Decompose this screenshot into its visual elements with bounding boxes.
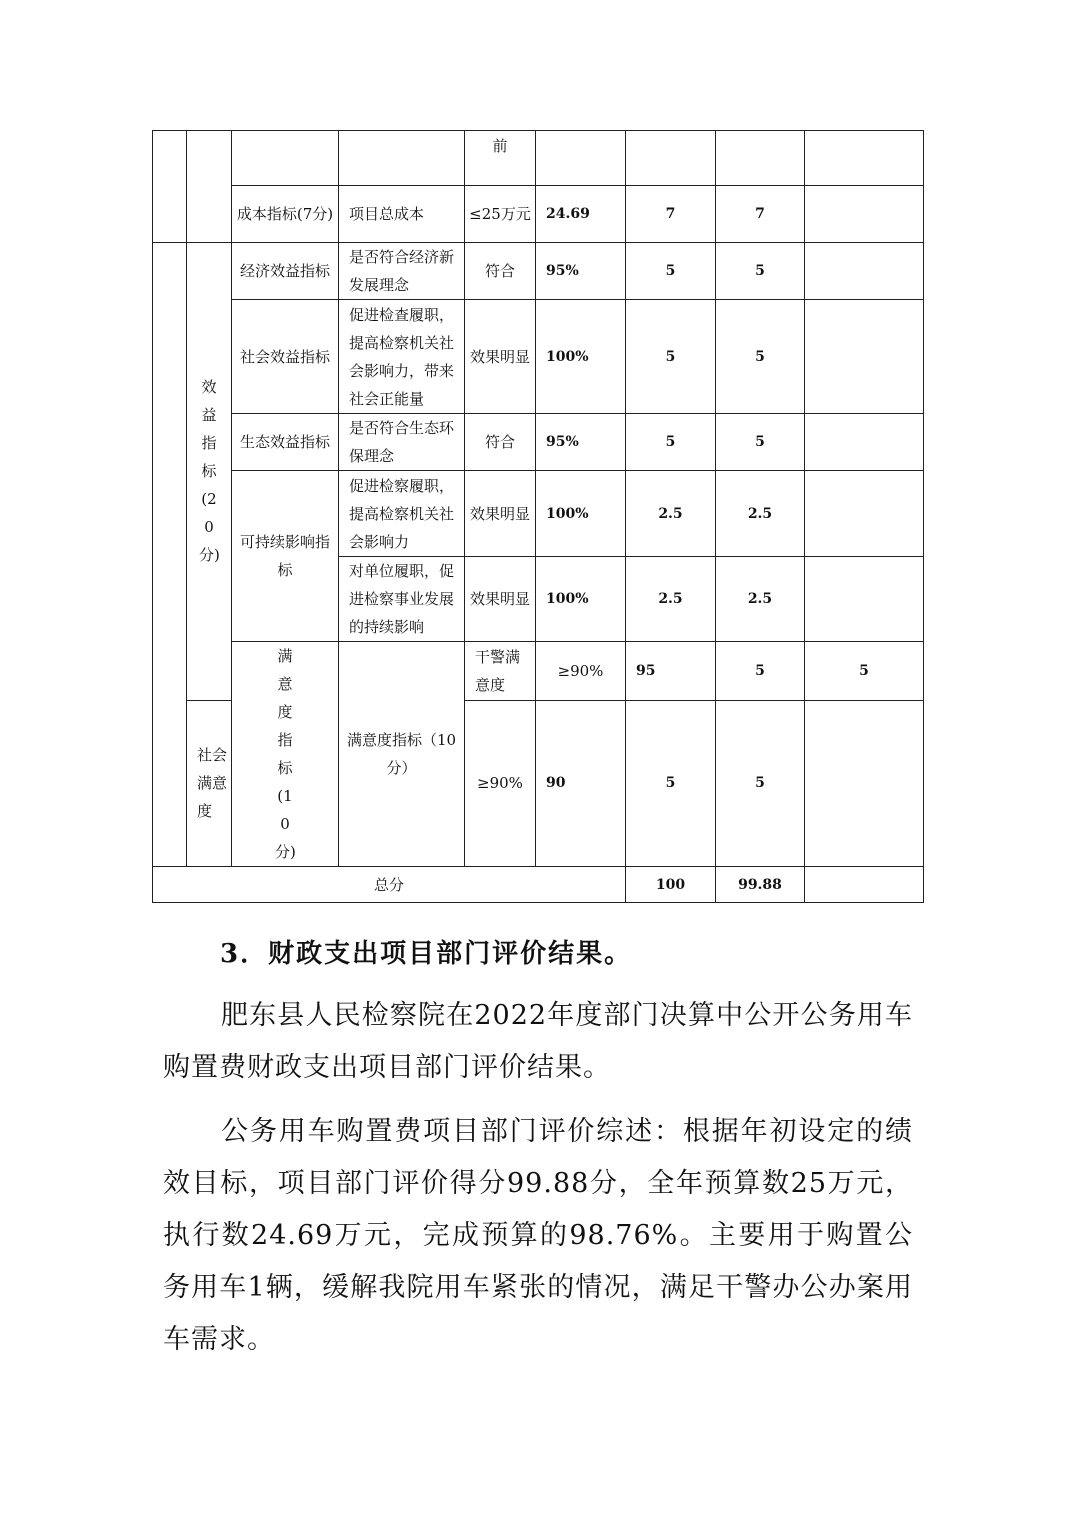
item-cell: 对单位履职，促进检察事业发展的持续影响 [339, 557, 465, 642]
level1-cell-empty [153, 243, 187, 867]
standard-cell: 效果明显 [465, 471, 536, 557]
actual-cell: 100% [536, 471, 626, 557]
paragraph: 公务用车购置费项目部门评价综述：根据年初设定的绩效目标，项目部门评价得分99.88分，全年预算数25万元，执行数24.69万元，完成预算的98.76%。主要用于购置公务用车1辆，缓解我院用车紧张的情况，满足干警办公办案用车需求。 [163, 1116, 913, 1355]
note-cell [805, 414, 924, 471]
table-row [153, 471, 924, 557]
note-cell [805, 700, 924, 866]
item-cell: 促进检查履职，提高检察机关社会影响力，带来社会正能量 [339, 300, 465, 414]
standard-cell: ≤25万元 [465, 186, 536, 243]
item-cell: 项目总成本 [339, 186, 465, 243]
standard-cell: 效果明显 [465, 300, 536, 414]
note-cell [805, 131, 924, 186]
score-cell: 5 [716, 300, 805, 414]
actual-cell: 95% [536, 414, 626, 471]
item-cell: 干警满意度 [465, 642, 536, 701]
weight-cell: 5 [626, 243, 716, 300]
standard-cell: 前 [465, 131, 536, 186]
performance-table [152, 130, 924, 903]
note-cell [805, 471, 924, 557]
actual-cell [536, 131, 626, 186]
score-cell: 5 [716, 414, 805, 471]
paragraph: 肥东县人民检察院在2022年度部门决算中公开公务用车购置费财政支出项目部门评价结果。 [163, 1000, 913, 1083]
actual-cell: 90 [536, 700, 626, 866]
weight-cell: 5 [716, 642, 805, 701]
weight-cell [626, 131, 716, 186]
score-cell [716, 131, 805, 186]
actual-cell: 95% [536, 243, 626, 300]
weight-cell: 7 [626, 186, 716, 243]
weight-cell: 5 [626, 300, 716, 414]
note-cell [805, 300, 924, 414]
note-cell [805, 186, 924, 243]
indicator-cell: 成本指标(7分) [232, 186, 339, 243]
benefit-group-label: 效益指标(20分) [187, 243, 232, 701]
level1-cell-empty [153, 131, 187, 243]
note-cell [805, 867, 924, 903]
indicator-cell [232, 131, 339, 186]
level2-cell-empty [187, 131, 232, 243]
score-cell: 5 [716, 243, 805, 300]
score-cell: 5 [716, 700, 805, 866]
actual-cell: 100% [536, 557, 626, 642]
weight-cell: 5 [626, 700, 716, 866]
score-cell: 5 [805, 642, 924, 701]
total-score: 99.88 [716, 867, 805, 903]
table-row [153, 243, 924, 300]
standard-cell: 符合 [465, 243, 536, 300]
standard-cell: ≥90% [465, 700, 536, 866]
total-label: 总分 [153, 867, 626, 903]
section-heading: 3．财政支出项目部门评价结果。 [220, 939, 633, 969]
satisfaction-group-label: 满意度指标(10分) [232, 642, 339, 867]
indicator-cell: 满意度指标（10分） [339, 642, 465, 867]
score-cell: 7 [716, 186, 805, 243]
indicator-cell: 经济效益指标 [232, 243, 339, 300]
actual-cell: 95 [626, 642, 716, 701]
score-cell: 2.5 [716, 557, 805, 642]
weight-cell: 2.5 [626, 471, 716, 557]
table-row [153, 300, 924, 414]
indicator-cell: 社会效益指标 [232, 300, 339, 414]
note-cell [805, 243, 924, 300]
weight-cell: 2.5 [626, 557, 716, 642]
item-cell: 社会满意度 [187, 700, 232, 866]
total-weight: 100 [626, 867, 716, 903]
weight-cell: 5 [626, 414, 716, 471]
score-cell: 2.5 [716, 471, 805, 557]
item-cell: 是否符合生态环保理念 [339, 414, 465, 471]
indicator-cell: 生态效益指标 [232, 414, 339, 471]
item-cell: 是否符合经济新发展理念 [339, 243, 465, 300]
table-row [153, 414, 924, 471]
indicator-cell: 可持续影响指标 [232, 471, 339, 642]
table-row [153, 131, 924, 186]
table-row [153, 867, 924, 903]
actual-cell: 24.69 [536, 186, 626, 243]
note-cell [805, 557, 924, 642]
actual-cell: 100% [536, 300, 626, 414]
item-cell: 促进检察履职，提高检察机关社会影响力 [339, 471, 465, 557]
table-row [153, 186, 924, 243]
table-row [153, 642, 924, 701]
standard-cell: ≥90% [536, 642, 626, 701]
item-cell [339, 131, 465, 186]
standard-cell: 符合 [465, 414, 536, 471]
standard-cell: 效果明显 [465, 557, 536, 642]
